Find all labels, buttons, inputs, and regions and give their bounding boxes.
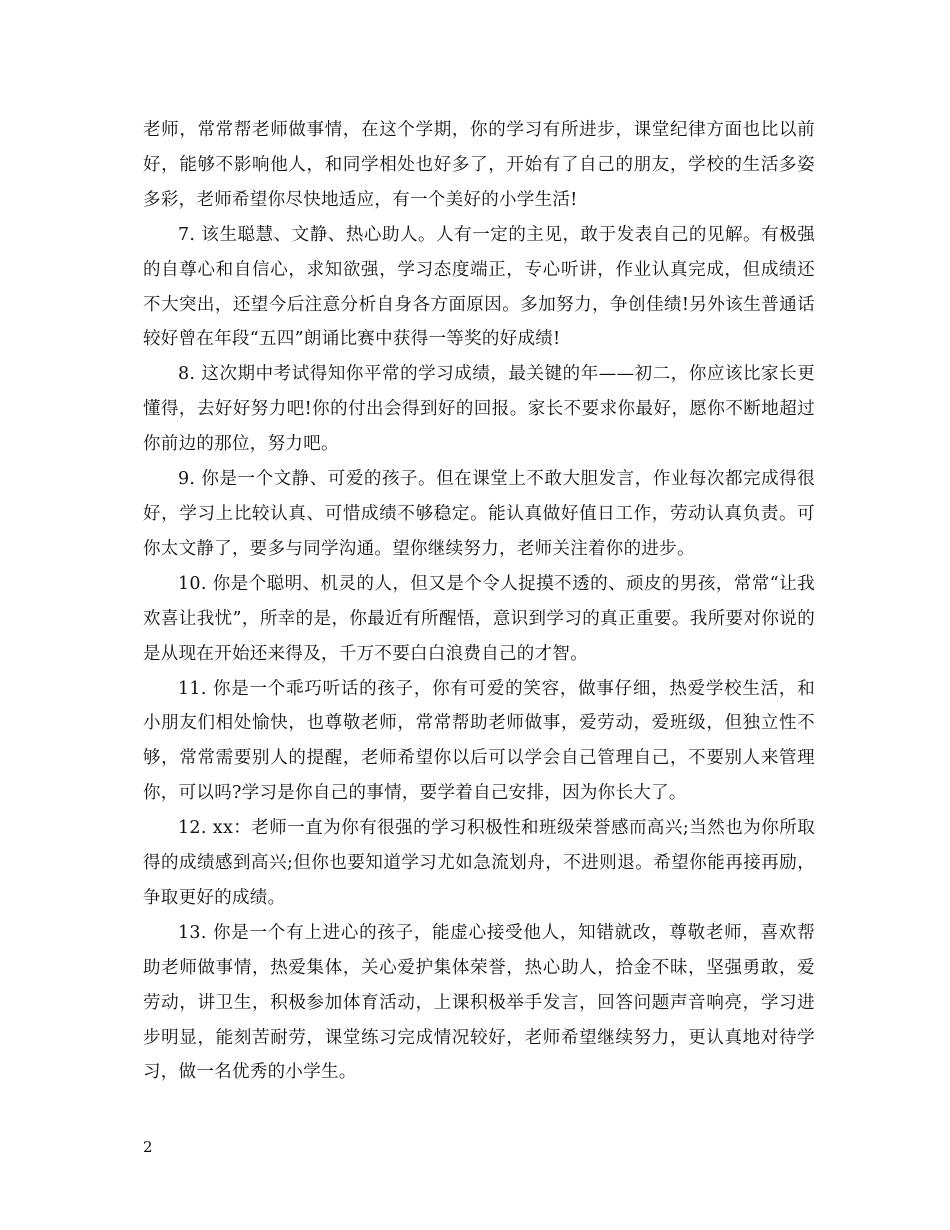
paragraph-12: 12. xx：老师一直为你有很强的学习积极性和班级荣誉感而高兴;当然也为你所取得的成绩感到高兴;但你也要知道学习尤如急流划舟，不进则退。希望你能再接再励，争取更好的成绩。: [143, 818, 815, 908]
paragraph-continued: 老师，常常帮老师做事情，在这个学期，你的学习有所进步，课堂纪律方面也比以前好，能够不影响他人，和同学相处也好多了，开始有了自己的朋友，学校的生活多姿多彩，老师希望你尽快地适应，有一个美好的小学生活!: [143, 120, 815, 210]
paragraph-13: 13. 你是一个有上进心的孩子，能虚心接受他人，知错就改，尊敬老师，喜欢帮助老师做事情，热爱集体，关心爱护集体荣誉，热心助人，拾金不昧，坚强勇敢，爱劳动，讲卫生，积极参加体育活动，上课积极举手发言，回答问题声音响亮，学习进步明显，能刻苦耐劳，课堂练习完成情况较好，老师希望继续努力，更认真地对待学习，做一名优秀的小学生。: [143, 922, 815, 1083]
paragraph-10: 10. 你是个聪明、机灵的人，但又是个令人捉摸不透的、顽皮的男孩，常常“让我欢喜让我忧”，所幸的是，你最近有所醒悟，意识到学习的真正重要。我所要对你说的是从现在开始还来得及，千万不要白白浪费自己的才智。: [143, 573, 815, 664]
page-number: 2: [143, 1138, 153, 1156]
paragraph-9: 9. 你是一个文静、可爱的孩子。但在课堂上不敢大胆发言，作业每次都完成得很好，学习上比较认真、可惜成绩不够稳定。能认真做好值日工作，劳动认真负责。可你太文静了，要多与同学沟通。望你继续努力，老师关注着你的进步。: [143, 469, 815, 559]
paragraph-8: 8. 这次期中考试得知你平常的学习成绩，最关键的年——初二，你应该比家长更懂得，去好好努力吧!你的付出会得到好的回报。家长不要求你最好，愿你不断地超过你前边的那位，努力吧。: [143, 364, 815, 455]
document-body: [143, 113, 815, 1090]
paragraph-11: 11. 你是一个乖巧听话的孩子，你有可爱的笑容，做事仔细，热爱学校生活，和小朋友们相处愉快，也尊敬老师，常常帮助老师做事，爱劳动，爱班级，但独立性不够，常常需要别人的提醒，老师希望你以后可以学会自己管理自己，不要别人来管理你，可以吗?学习是你自己的事情，要学着自己安排，因为你长大了。: [143, 678, 815, 804]
paragraph-7: 7. 该生聪慧、文静、热心助人。人有一定的主见，敢于发表自己的见解。有极强的自尊心和自信心，求知欲强，学习态度端正，专心听讲，作业认真完成，但成绩还不大突出，还望今后注意分析自身各方面原因。多加努力，争创佳绩!另外该生普通话较好曾在年段“五四”朗诵比赛中获得一等奖的好成绩!: [143, 224, 815, 350]
